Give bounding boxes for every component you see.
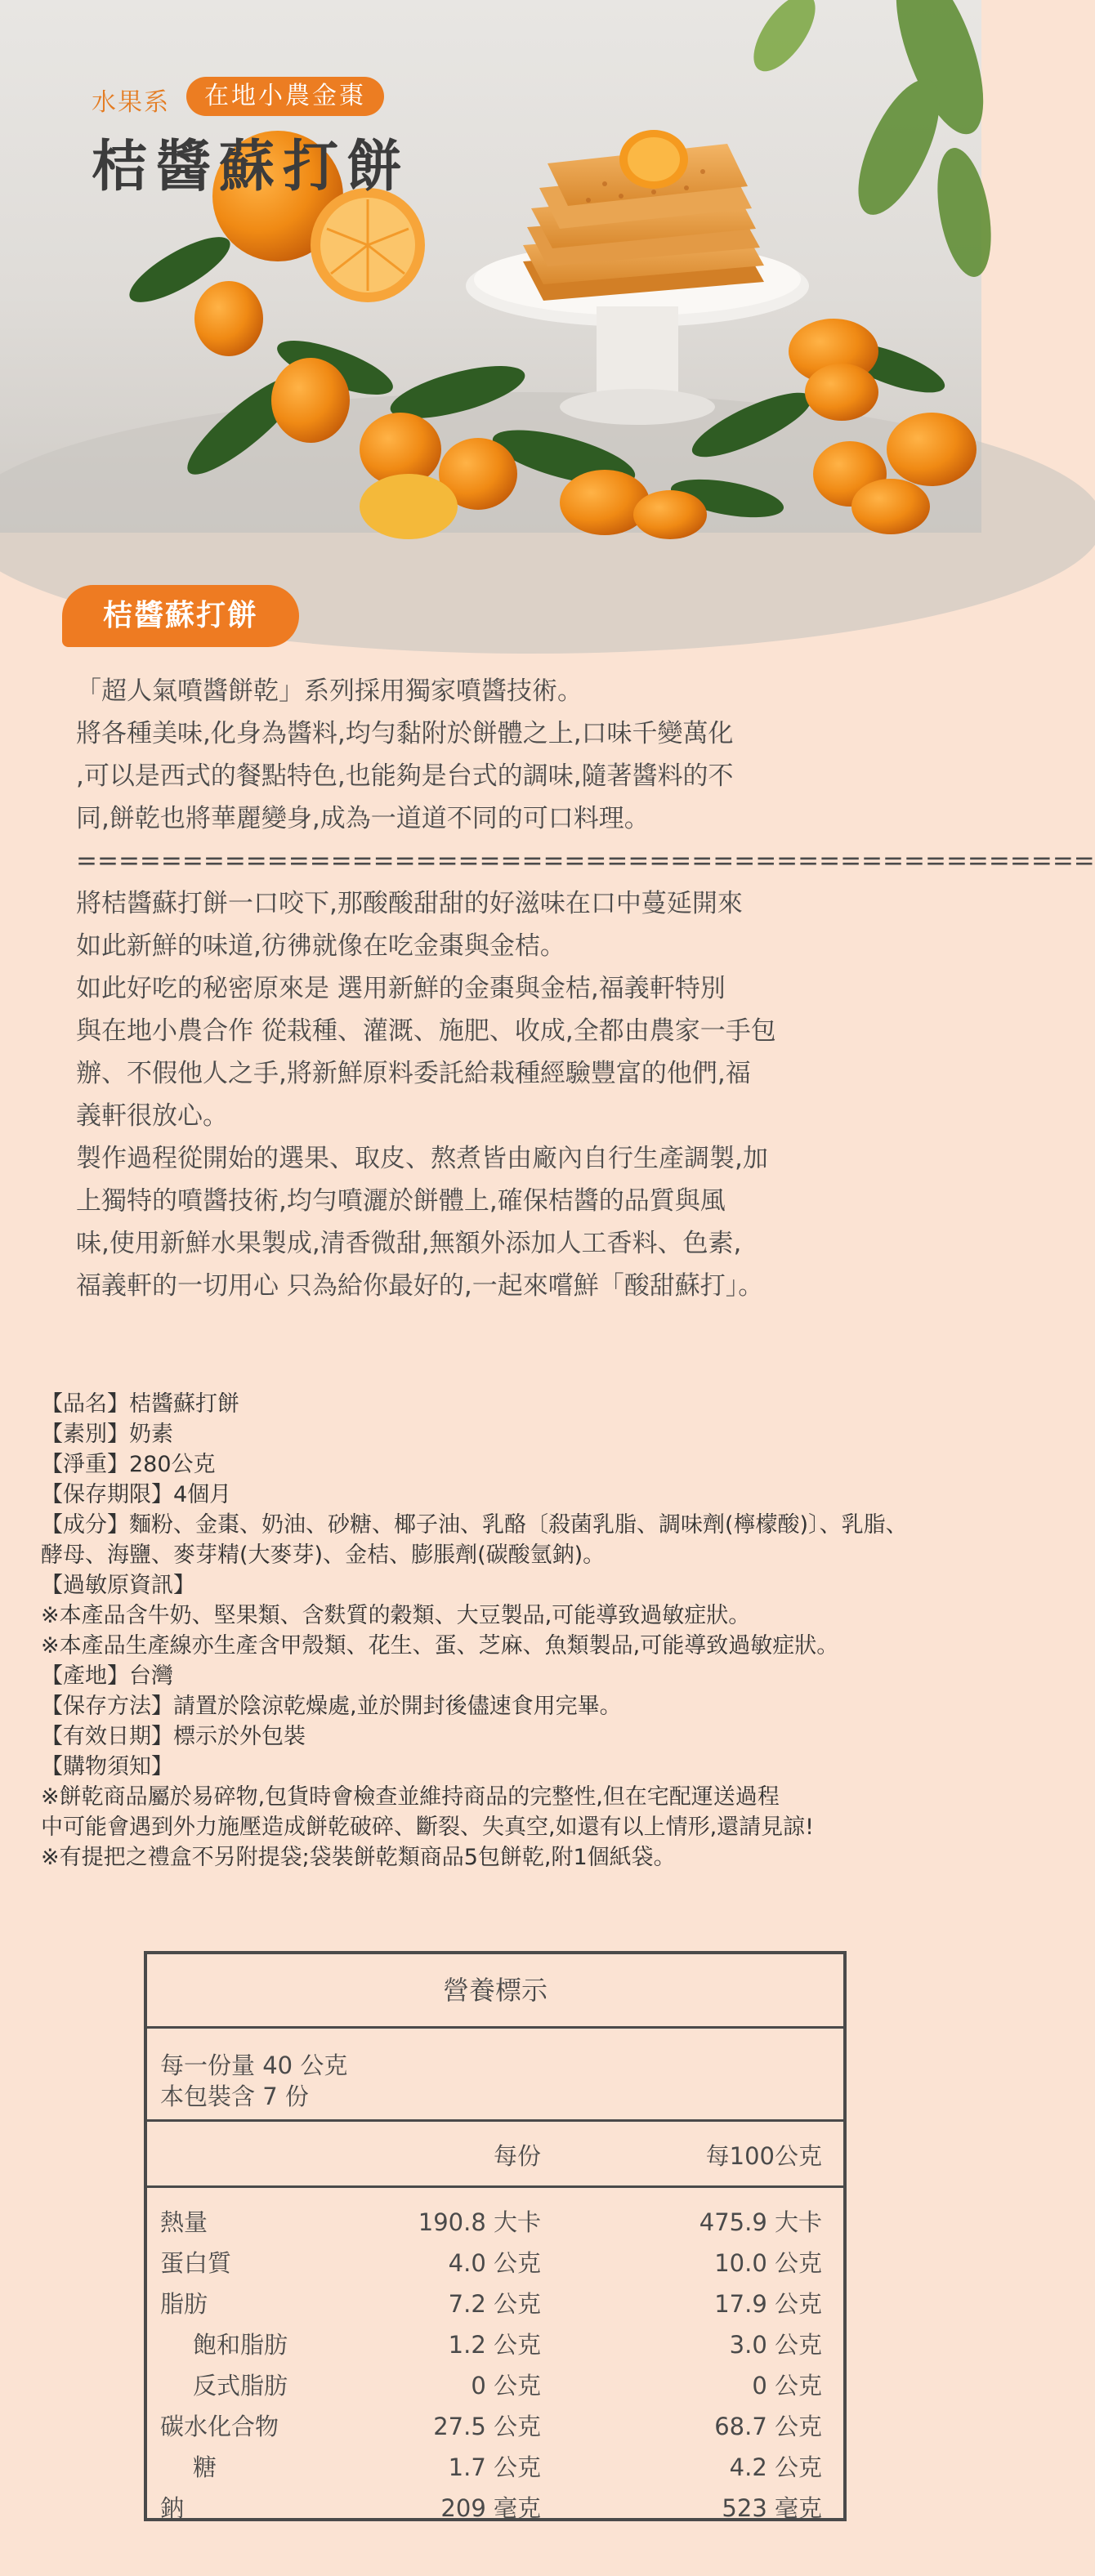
value-per-100g: 17.9 公克 bbox=[714, 2290, 822, 2318]
value-per-100g: 475.9 大卡 bbox=[699, 2208, 822, 2236]
table-row bbox=[147, 2363, 843, 2404]
spec-line: 【過敏原資訊】 bbox=[41, 1573, 195, 1598]
spec-line: 【保存方法】請置於陰涼乾燥處,並於開封後儘速食用完畢。 bbox=[41, 1694, 622, 1719]
description-line: 上獨特的噴醬技術,均勻噴灑於餅體上,確保桔醬的品質與風 bbox=[76, 1186, 726, 1216]
description-line: 如此新鮮的味道,彷彿就像在吃金棗與金桔。 bbox=[76, 931, 565, 961]
spec-line: ※本產品生產線亦生產含甲殼類、花生、蛋、芝麻、魚類製品,可能導致過敏症狀。 bbox=[41, 1633, 839, 1659]
value-per-serving: 0 公克 bbox=[471, 2372, 541, 2400]
description-line: 將桔醬蘇打餅一口咬下,那酸酸甜甜的好滋味在口中蔓延開來 bbox=[76, 889, 743, 918]
spec-line: ※餅乾商品屬於易碎物,包貨時會檢查並維持商品的完整性,但在宅配運送過程 bbox=[41, 1784, 780, 1810]
value-per-100g: 68.7 公克 bbox=[714, 2413, 822, 2440]
spec-line: 【品名】桔醬蘇打餅 bbox=[41, 1391, 239, 1417]
description-line: 如此好吃的秘密原來是 選用新鮮的金棗與金桔,福義軒特別 bbox=[76, 974, 726, 1003]
nutrient-name: 蛋白質 bbox=[160, 2249, 232, 2277]
product-photo bbox=[0, 0, 981, 533]
spec-line: 【成分】麵粉、金棗、奶油、砂糖、椰子油、乳酪〔殺菌乳脂、調味劑(檸檬酸)〕、乳脂、 bbox=[41, 1512, 908, 1538]
nutrient-name: 反式脂肪 bbox=[193, 2372, 288, 2400]
nutrition-title: 營養標示 bbox=[147, 1954, 843, 2029]
table-row bbox=[147, 2404, 843, 2444]
column-per-serving: 每份 bbox=[493, 2142, 541, 2170]
table-row bbox=[147, 2322, 843, 2363]
description-line: 味,使用新鮮水果製成,清香微甜,無額外添加人工香料、色素, bbox=[76, 1229, 742, 1258]
spec-line: ※本產品含牛奶、堅果類、含麩質的穀類、大豆製品,可能導致過敏症狀。 bbox=[41, 1603, 751, 1628]
spec-line: 【產地】台灣 bbox=[41, 1663, 173, 1689]
value-per-serving: 1.7 公克 bbox=[448, 2453, 541, 2481]
spec-line: 中可能會遇到外力施壓造成餅乾破碎、斷裂、失真空,如還有以上情形,還請見諒! bbox=[41, 1815, 814, 1840]
description-line: 福義軒的一切用心 只為給你最好的,一起來嚐鮮「酸甜蘇打」。 bbox=[76, 1271, 764, 1301]
hero-title: 桔醬蘇打餅 bbox=[92, 134, 411, 199]
nutrient-name: 飽和脂肪 bbox=[193, 2331, 288, 2359]
nutrition-column-headers bbox=[147, 2122, 843, 2188]
table-row bbox=[147, 2444, 843, 2485]
section-tag: 桔醬蘇打餅 bbox=[62, 585, 299, 647]
value-per-serving: 27.5 公克 bbox=[433, 2413, 541, 2440]
spec-line: 【淨重】280公克 bbox=[41, 1452, 216, 1477]
servings-per-pack: 本包裝含 7 份 bbox=[160, 2083, 309, 2110]
nutrition-serving-info bbox=[147, 2029, 843, 2122]
value-per-serving: 4.0 公克 bbox=[448, 2249, 541, 2277]
value-per-100g: 523 毫克 bbox=[722, 2494, 822, 2522]
description-line: ,可以是西式的餐點特色,也能夠是台式的調味,隨著醬料的不 bbox=[76, 761, 734, 791]
spec-line: 【素別】奶素 bbox=[41, 1422, 173, 1447]
table-row bbox=[147, 2281, 843, 2322]
brand-series-label: 水果系 bbox=[92, 88, 170, 117]
table-row bbox=[147, 2485, 843, 2526]
spec-line: ※有提把之禮盒不另附提袋;袋裝餅乾類商品5包餅乾,附1個紙袋。 bbox=[41, 1845, 676, 1870]
brand-badge: 在地小農金棗 bbox=[186, 77, 384, 116]
column-per-100g: 每100公克 bbox=[705, 2142, 822, 2170]
value-per-serving: 1.2 公克 bbox=[448, 2331, 541, 2359]
description-line: 與在地小農合作 從栽種、灌溉、施肥、收成,全都由農家一手包 bbox=[76, 1016, 776, 1046]
value-per-serving: 7.2 公克 bbox=[448, 2290, 541, 2318]
table-row bbox=[147, 2240, 843, 2281]
spec-line: 酵母、海鹽、麥芽精(大麥芽)、金桔、膨脹劑(碳酸氫鈉)。 bbox=[41, 1542, 606, 1568]
description-line: 「超人氣噴醬餅乾」系列採用獨家噴醬技術。 bbox=[76, 676, 583, 706]
description-line: 製作過程從開始的選果、取皮、熬煮皆由廠內自行生產調製,加 bbox=[76, 1144, 768, 1173]
value-per-100g: 0 公克 bbox=[752, 2372, 822, 2400]
product-spec bbox=[41, 1389, 948, 1873]
nutrient-name: 鈉 bbox=[160, 2494, 185, 2522]
nutrition-rows bbox=[147, 2188, 843, 2526]
value-per-100g: 4.2 公克 bbox=[729, 2453, 822, 2481]
value-per-serving: 190.8 大卡 bbox=[418, 2208, 541, 2236]
description-line: 辦、不假他人之手,將新鮮原料委託給栽種經驗豐富的他們,福 bbox=[76, 1059, 751, 1088]
nutrition-table bbox=[144, 1951, 847, 2521]
spec-line: 【有效日期】標示於外包裝 bbox=[41, 1724, 306, 1749]
description-separator: ================================================ bbox=[76, 846, 1095, 876]
description-line: 將各種美味,化身為醬料,均勻黏附於餅體之上,口味千變萬化 bbox=[76, 719, 734, 748]
value-per-100g: 3.0 公克 bbox=[729, 2331, 822, 2359]
description-line: 義軒很放心。 bbox=[76, 1101, 228, 1131]
spec-line: 【保存期限】4個月 bbox=[41, 1482, 232, 1507]
value-per-serving: 209 毫克 bbox=[440, 2494, 541, 2522]
nutrient-name: 熱量 bbox=[160, 2208, 208, 2236]
value-per-100g: 10.0 公克 bbox=[714, 2249, 822, 2277]
hero-banner bbox=[0, 0, 981, 533]
table-row bbox=[147, 2199, 843, 2240]
spec-line: 【購物須知】 bbox=[41, 1754, 173, 1779]
description-line: 同,餅乾也將華麗變身,成為一道道不同的可口料理。 bbox=[76, 804, 650, 833]
nutrient-name: 糖 bbox=[193, 2453, 217, 2481]
product-description bbox=[76, 670, 1095, 1307]
nutrient-name: 碳水化合物 bbox=[160, 2413, 279, 2440]
serving-size: 每一份量 40 公克 bbox=[160, 2051, 348, 2079]
nutrient-name: 脂肪 bbox=[160, 2290, 208, 2318]
